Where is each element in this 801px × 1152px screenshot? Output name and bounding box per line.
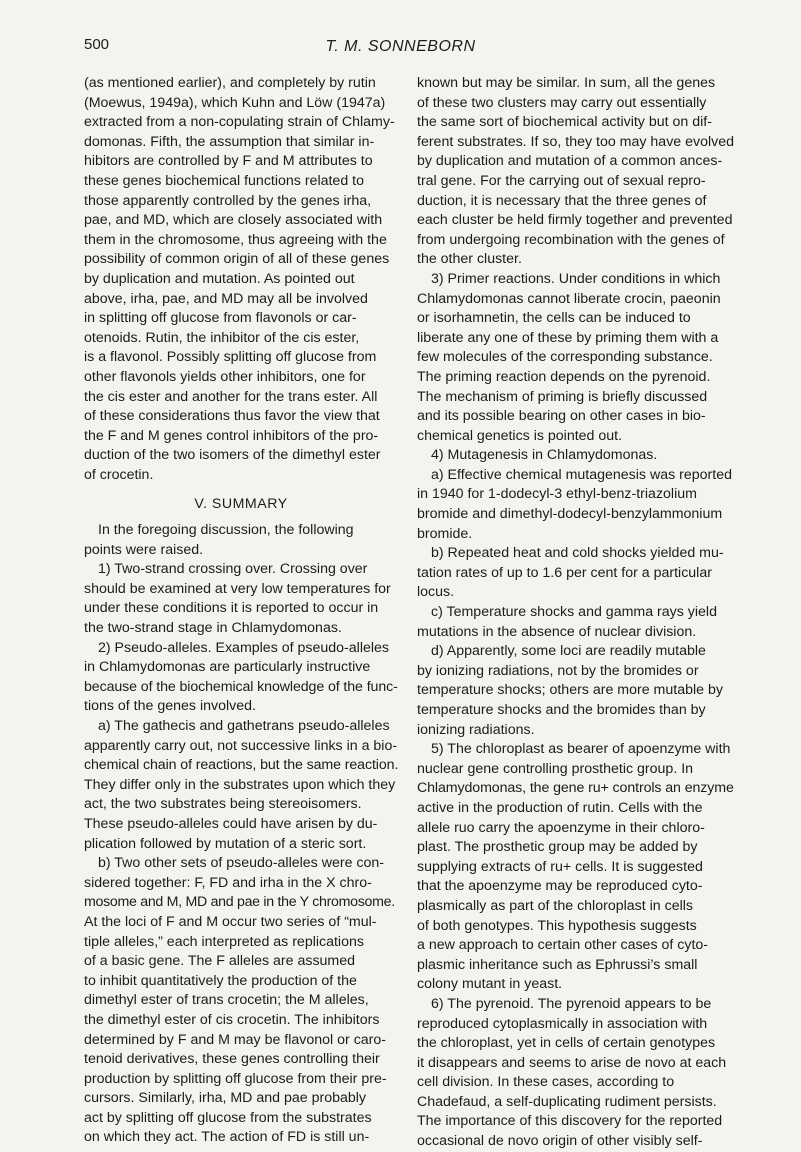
text-line: few molecules of the corresponding substance. [417,349,713,366]
paragraph [84,521,398,560]
paragraph [417,466,735,544]
text-line: temperature shocks; others are more mutable by [417,682,723,699]
text-line: of crocetin. [84,466,154,483]
text-line: in splitting off glucose from flavonols or car- [84,310,357,327]
text-line: on which they act. The action of FD is still un- [84,1129,370,1146]
text-line: should be examined at very low temperatures for [84,580,391,597]
text-line: At the loci of F and M occur two series of “mul- [84,913,377,930]
text-line: d) Apparently, some loci are readily mutable [431,643,706,660]
text-line: in 1940 for 1-dodecyl-3 ethyl-benz-triazolium [417,486,697,503]
text-line: 4) Mutagenesis in Chlamydomonas. [431,447,658,464]
text-line: allele ruo carry the apoenzyme in their chloro- [417,819,705,836]
text-line: above, irha, pae, and MD may all be involved [84,290,368,307]
text-line: These pseudo-alleles could have arisen by du- [84,815,378,832]
text-line: b) Repeated heat and cold shocks yielded mu- [431,545,724,562]
text-line: otenoids. Rutin, the inhibitor of the cis ester, [84,329,360,346]
text-line: 2) Pseudo-alleles. Examples of pseudo-alleles [98,639,390,656]
text-line: determined by F and M may be flavonol or caro- [84,1031,387,1048]
text-line: tation rates of up to 1.6 per cent for a particular [417,564,712,581]
text-line: extracted from a non-copulating strain of Chlamy- [84,114,395,131]
text-line: (Moewus, 1949a), which Kuhn and Löw (1947a) [84,94,386,111]
text-line: The importance of this discovery for the reported [417,1113,723,1130]
text-line: ionizing radiations. [417,721,535,738]
text-line: the two-strand stage in Chlamydomonas. [84,620,342,637]
text-line: the other cluster. [417,251,522,268]
paragraph [417,642,735,740]
text-line: cell division. In these cases, according to [417,1074,675,1091]
text-line: under these conditions it is reported to occur in [84,600,379,617]
paragraph [417,740,735,995]
running-head: T. M. SONNEBORN [325,38,476,55]
paragraph [417,544,735,603]
text-line: active in the production of rutin. Cells with the [417,799,703,816]
text-line: bromide. [417,525,473,542]
section-heading: V. SUMMARY [194,496,288,513]
right-column [417,74,735,1152]
text-line: the chloroplast, yet in cells of certain genotypes [417,1035,716,1052]
text-line: sidered together: F, FD and irha in the X chro- [84,874,372,891]
text-line: domonas. Fifth, the assumption that similar in- [84,133,375,150]
text-line: that the apoenzyme may be reproduced cyto- [417,878,703,895]
text-line: them in the chromosome, thus agreeing with the [84,231,387,248]
text-line: chemical genetics is pointed out. [417,427,623,444]
text-line: supplying extracts of ru+ cells. It is suggested [417,858,703,875]
text-line: other flavonols yields other inhibitors, one for [84,368,366,385]
text-line: the same sort of biochemical activity but on dif- [417,114,712,131]
text-line: tral gene. For the carrying out of sexual repro- [417,172,706,189]
text-line: of a basic gene. The F alleles are assumed [84,953,356,970]
paragraph [417,603,735,642]
text-line: The mechanism of priming is briefly discussed [417,388,708,405]
text-line: to inhibit quantitatively the production of the [84,972,357,989]
text-line: c) Temperature shocks and gamma rays yield [431,604,717,621]
text-line: duction of the two isomers of the dimethyl ester [84,447,381,464]
text-line: They differ only in the substrates upon which they [84,776,396,793]
text-line: nuclear gene controlling prosthetic group. In [417,760,694,777]
text-line: by ionizing radiations, not by the bromides or [417,662,699,679]
text-line: and its possible bearing on other cases in bio- [417,408,706,425]
text-line: temperature shocks and the bromides than by [417,702,706,718]
text-line: Chadefaud, a self-duplicating rudiment persists. [417,1093,717,1110]
text-line: cursors. Similarly, irha, MD and pae probably [84,1090,367,1107]
text-line: act, the two substrates being stereoisomers. [84,796,362,813]
paragraph [417,74,735,270]
text-line: colony mutant in yeast. [417,976,563,993]
text-line: the cis ester and another for the trans ester. All [84,388,378,405]
left-column [84,74,398,1148]
text-line: these genes biochemical functions related to [84,172,364,189]
text-line: plication followed by mutation of a steric sort. [84,835,367,852]
text-line: tiple alleles,” each interpreted as replications [84,933,364,950]
text-line: a) The gathecis and gathetrans pseudo-alleles [98,718,390,734]
text-line: a) Effective chemical mutagenesis was reported [431,466,732,483]
text-line: those apparently controlled by the genes irha, [84,192,372,209]
text-line: The priming reaction depends on the pyrenoid. [417,368,711,385]
text-line: by duplication and mutation. As pointed out [84,270,355,287]
paragraph [417,995,735,1152]
text-line: mutations in the absence of nuclear division. [417,623,697,640]
text-line: apparently carry out, not successive links in a bio- [84,737,398,754]
text-line: chemical chain of reactions, but the same reaction. [84,757,398,774]
text-line: from undergoing recombination with the genes of [417,231,725,248]
text-line: Chlamydomonas, the gene ru+ controls an enzyme [417,780,734,797]
text-line: b) Two other sets of pseudo-alleles were con- [98,855,385,872]
text-line: is a flavonol. Possibly splitting off glucose from [84,349,377,366]
text-line: reproduced cytoplasmically in association with [417,1015,708,1032]
text-line: ferent substrates. If so, they too may have evolved [417,133,735,150]
paragraph [84,639,398,717]
text-line: pae, and MD, which are closely associated with [84,212,383,229]
text-line: hibitors are controlled by F and M attributes to [84,153,373,170]
text-line: 6) The pyrenoid. The pyrenoid appears to be [431,995,712,1012]
text-line: possibility of common origin of all of these genes [84,251,390,268]
text-line: tions of the genes involved. [84,698,256,715]
text-line: the F and M genes control inhibitors of the pro- [84,427,379,444]
page-number: 500 [84,36,110,53]
text-line: (as mentioned earlier), and completely by rutin [84,75,376,91]
paragraph [84,74,398,485]
paragraph [84,717,398,854]
text-line: of these considerations thus favor the view that [84,408,380,425]
text-line: known but may be similar. In sum, all the genes [417,75,716,91]
text-line: of these two clusters may carry out essentially [417,94,707,111]
text-line: occasional de novo origin of other visibly self- [417,1133,703,1150]
paragraph [84,560,398,638]
text-line: a new approach to certain other cases of cyto- [417,937,709,954]
text-line: bromide and dimethyl-dodecyl-benzylammonium [417,506,723,523]
text-line: tenoid derivatives, these genes controlling their [84,1051,380,1068]
text-line: 5) The chloroplast as bearer of apoenzyme with [431,741,731,758]
text-line: because of the biochemical knowledge of the func- [84,678,398,695]
text-line: dimethyl ester of trans crocetin; the M alleles, [84,992,369,1009]
text-line: or isorhamnetin, the cells can be induced to [417,310,691,327]
paragraph [417,270,735,446]
text-line: 1) Two-strand crossing over. Crossing over [98,561,368,578]
text-line: plasmically as part of the chloroplast in cells [417,897,693,914]
paragraph [84,854,398,1148]
text-line: it disappears and seems to arise de novo at each [417,1054,727,1071]
text-line: liberate any one of these by priming them with a [417,329,719,346]
text-line: of both genotypes. This hypothesis suggests [417,917,697,934]
text-line: duction, it is necessary that the three genes of [417,192,707,209]
text-line: locus. [417,584,455,601]
text-line: each cluster be held firmly together and prevented [417,212,733,229]
text-line: In the foregoing discussion, the following [98,522,354,539]
text-line: Chlamydomonas cannot liberate crocin, paeonin [417,290,721,307]
text-line: points were raised. [84,541,204,558]
paragraph [417,446,735,466]
text-line: mosome and M, MD and pae in the Y chromosome. [84,894,395,911]
text-line: by duplication and mutation of a common ances- [417,153,723,170]
text-line: 3) Primer reactions. Under conditions in which [431,270,721,287]
text-line: plasmic inheritance such as Ephrussi’s small [417,956,698,973]
text-line: plast. The prosthetic group may be added by [417,839,698,856]
text-line: in Chlamydomonas are particularly instructive [84,659,371,676]
text-line: act by splitting off glucose from the substrates [84,1109,372,1126]
text-line: production by splitting off glucose from their pre- [84,1070,387,1087]
text-line: the dimethyl ester of cis crocetin. The inhibitors [84,1011,380,1028]
